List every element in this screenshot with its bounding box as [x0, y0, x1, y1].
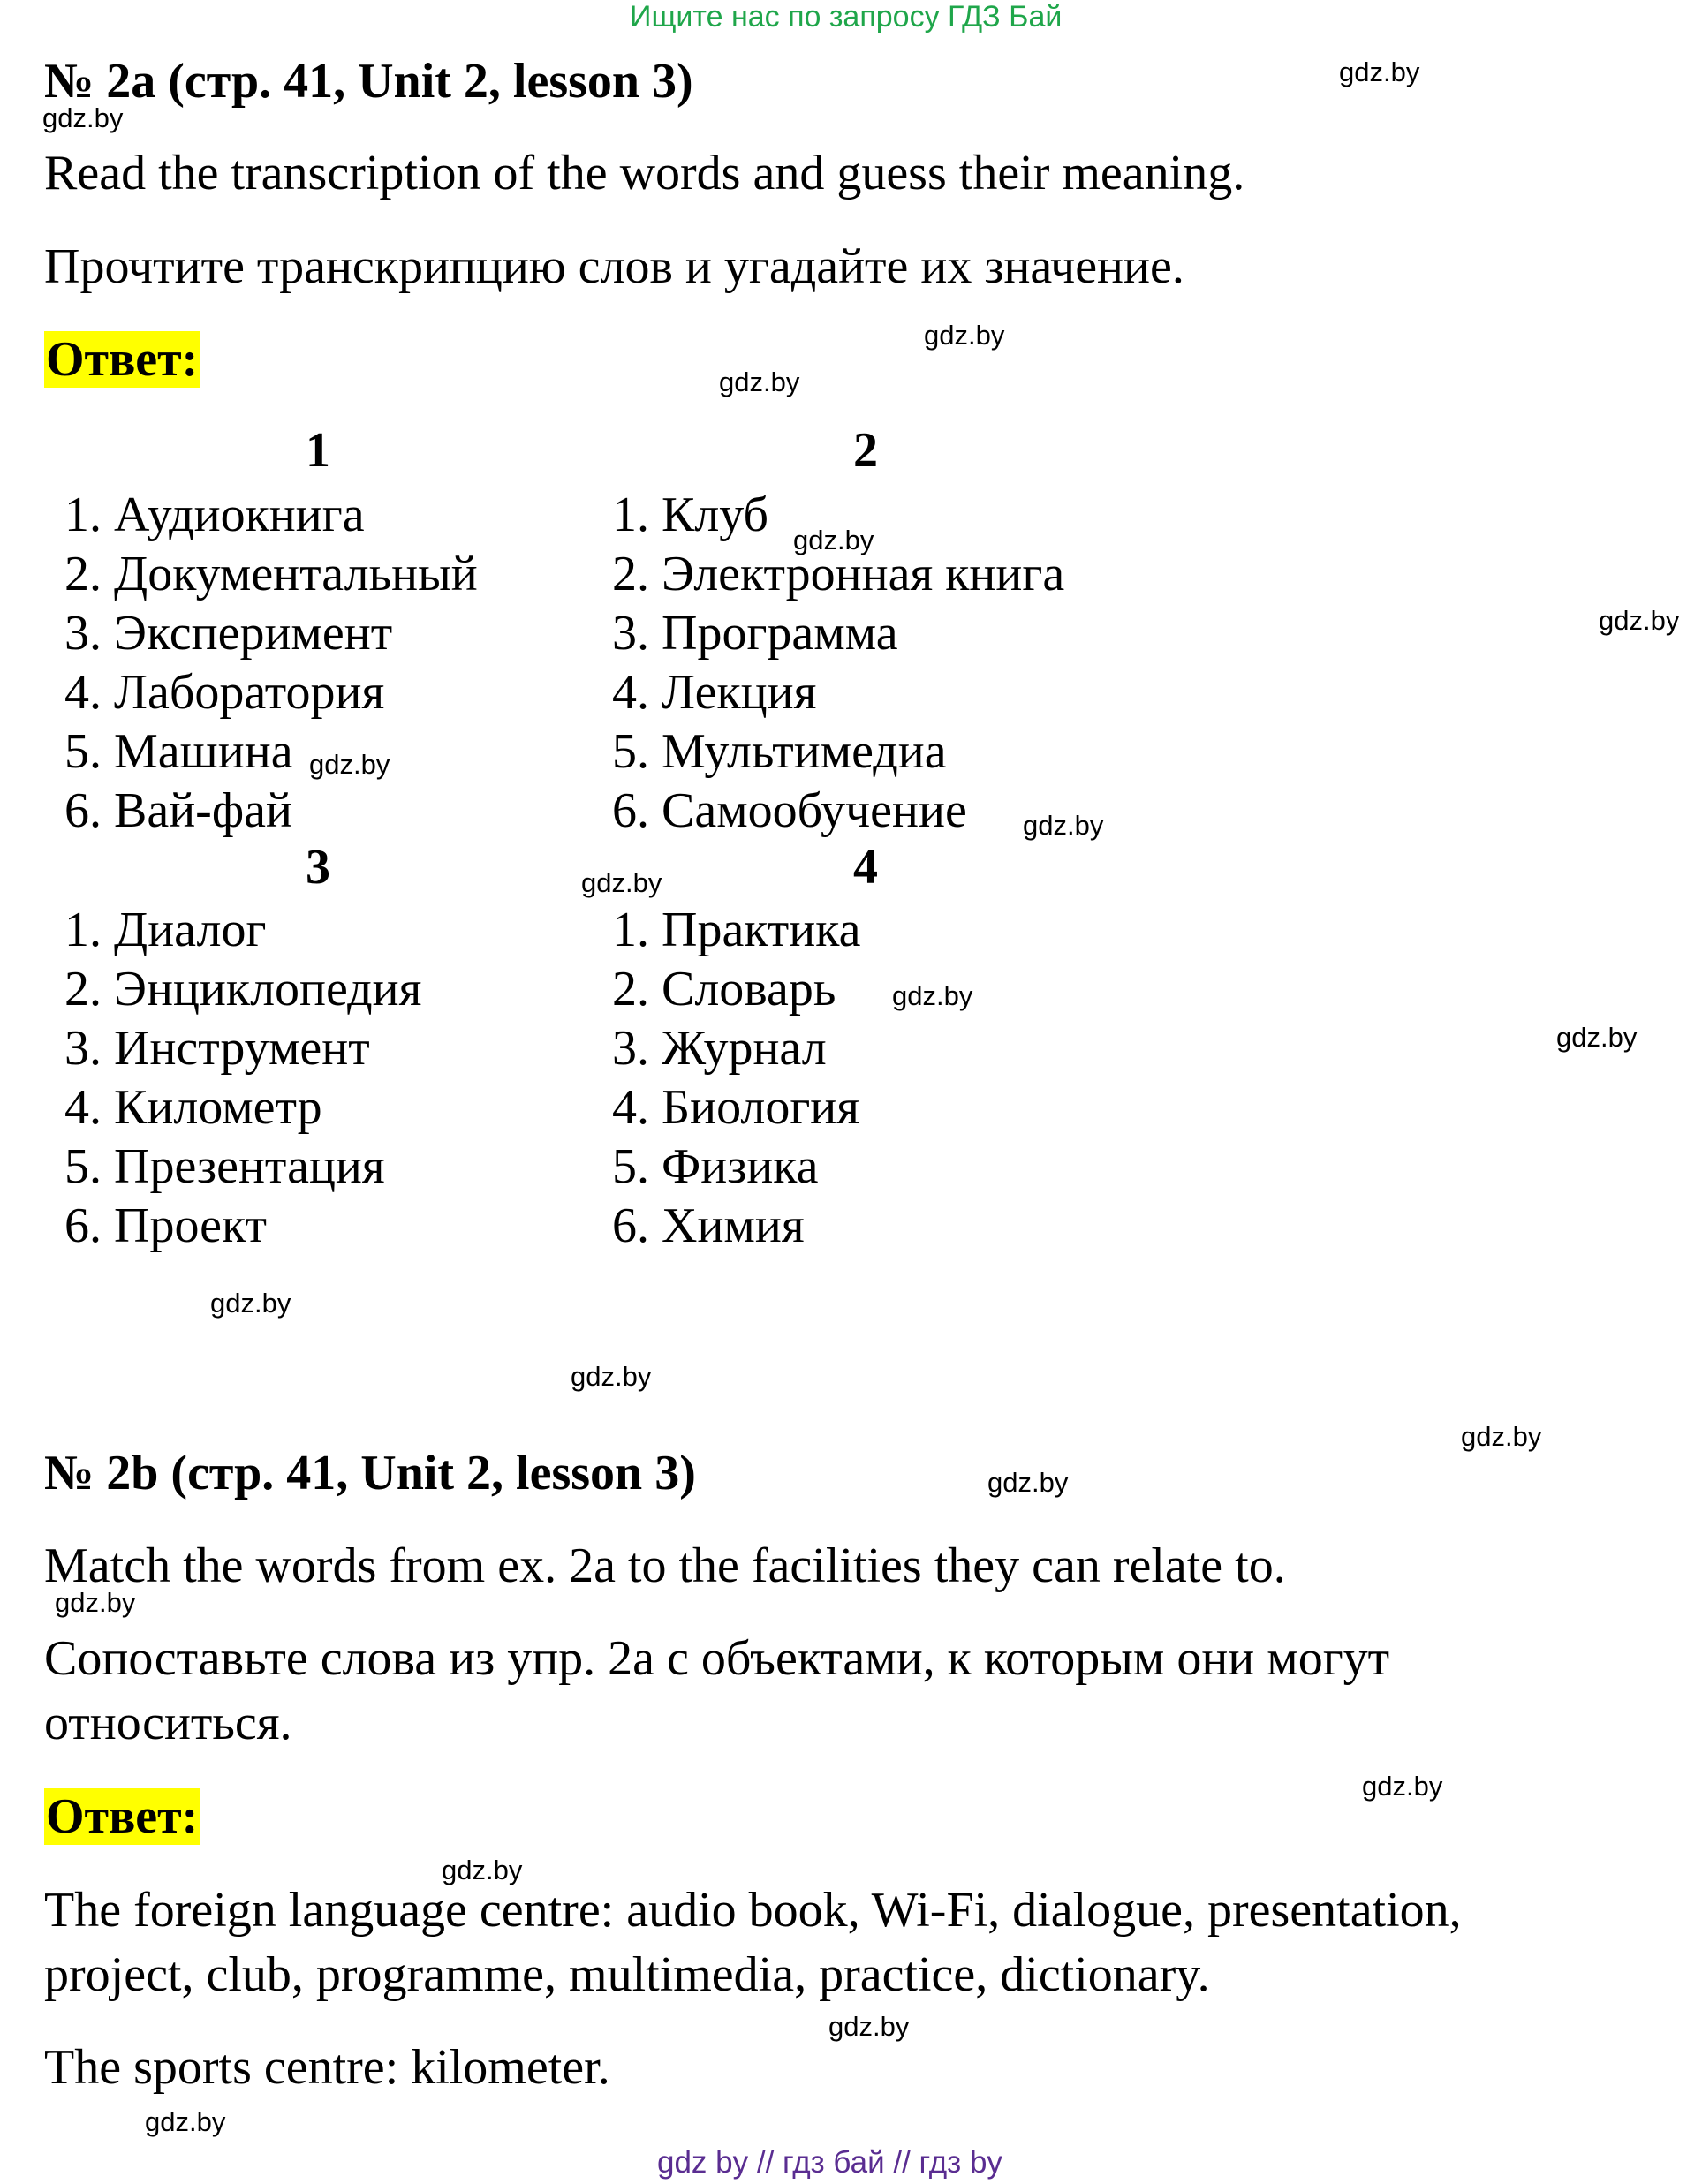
group-1-number: 1	[306, 423, 330, 478]
list-item: 5. Машина	[64, 724, 293, 779]
list-item: 4. Биология	[612, 1080, 860, 1135]
group-3-list	[64, 901, 421, 1256]
group-3-number: 3	[306, 840, 330, 895]
list-item: 2. Электронная книга	[612, 547, 1065, 601]
watermark: gdz.by	[210, 1288, 291, 1319]
list-item: 2. Словарь	[612, 962, 836, 1016]
list-item: 5. Презентация	[64, 1139, 385, 1194]
list-item: 1. Аудиокнига	[64, 487, 365, 542]
group-4-list	[612, 901, 860, 1256]
watermark: gdz.by	[892, 980, 973, 1011]
watermark: gdz.by	[828, 2011, 910, 2042]
list-item: 4. Лаборатория	[64, 665, 385, 720]
watermark: gdz.by	[719, 367, 800, 397]
task-2b-answer-line2: project, club, programme, multimedia, practice, dictionary.	[44, 1947, 1210, 2002]
watermark: gdz.by	[793, 525, 874, 555]
list-item: 4. Километр	[64, 1080, 322, 1135]
watermark: gdz.by	[42, 102, 124, 133]
list-item: 4. Лекция	[612, 665, 817, 720]
task-2a-instruction-en: Read the transcription of the words and guess their meaning.	[44, 146, 1245, 200]
task-2b-answer-label: Ответ:	[46, 1789, 199, 1844]
task-2b-instruction-ru-line2: относиться.	[44, 1696, 292, 1750]
list-item: 3. Журнал	[612, 1021, 827, 1076]
watermark: gdz.by	[581, 867, 662, 898]
group-4-number: 4	[853, 840, 878, 895]
list-item: 3. Программа	[612, 606, 898, 661]
list-item: 5. Физика	[612, 1139, 819, 1194]
watermark: gdz.by	[1599, 605, 1680, 636]
watermark: gdz.by	[442, 1855, 523, 1885]
watermark: gdz.by	[1023, 810, 1104, 841]
watermark: gdz.by	[55, 1587, 136, 1618]
list-item: 5. Мультимедиа	[612, 724, 947, 779]
list-item: 2. Энциклопедия	[64, 962, 422, 1016]
group-1-list	[64, 486, 478, 841]
list-item: 1. Диалог	[64, 903, 267, 957]
top-banner: Ищите нас по запросу ГДЗ Бай	[630, 0, 1063, 34]
watermark: gdz.by	[1461, 1421, 1542, 1452]
task-2b-instruction-ru-line1: Сопоставьте слова из упр. 2а с объектами, к которым они могут	[44, 1631, 1390, 1686]
watermark: gdz.by	[571, 1361, 652, 1392]
task-2b-answer-line3: The sports centre: kilometer.	[44, 2040, 610, 2095]
list-item: 3. Инструмент	[64, 1021, 370, 1076]
watermark: gdz.by	[1339, 57, 1420, 87]
watermark: gdz.by	[1362, 1771, 1443, 1802]
watermark: gdz.by	[145, 2106, 226, 2137]
list-item: 6. Химия	[612, 1198, 805, 1253]
task-2a-instruction-ru: Прочтите транскрипцию слов и угадайте их значение.	[44, 239, 1184, 294]
watermark: gdz.by	[309, 749, 390, 780]
watermark: gdz.by	[987, 1467, 1069, 1498]
task-2b-answer-line1: The foreign language centre: audio book, Wi-Fi, dialogue, presentation,	[44, 1883, 1462, 1938]
footer-links: gdz by // гдз бай // гдз by	[657, 2145, 1002, 2180]
list-item: 1. Практика	[612, 903, 861, 957]
task-2b-heading: № 2b (стр. 41, Unit 2, lesson 3)	[44, 1446, 696, 1500]
list-item: 2. Документальный	[64, 547, 478, 601]
task-2b-instruction-en: Match the words from ex. 2a to the facilities they can relate to.	[44, 1538, 1286, 1593]
task-2a-answer-label: Ответ:	[46, 332, 199, 387]
watermark: gdz.by	[1556, 1022, 1638, 1053]
list-item: 6. Самообучение	[612, 783, 967, 838]
list-item: 6. Проект	[64, 1198, 267, 1253]
watermark: gdz.by	[924, 320, 1005, 351]
list-item: 1. Клуб	[612, 487, 769, 542]
group-2-number: 2	[853, 423, 878, 478]
list-item: 6. Вай-фай	[64, 783, 292, 838]
task-2a-heading: № 2a (стр. 41, Unit 2, lesson 3)	[44, 54, 693, 109]
list-item: 3. Эксперимент	[64, 606, 393, 661]
